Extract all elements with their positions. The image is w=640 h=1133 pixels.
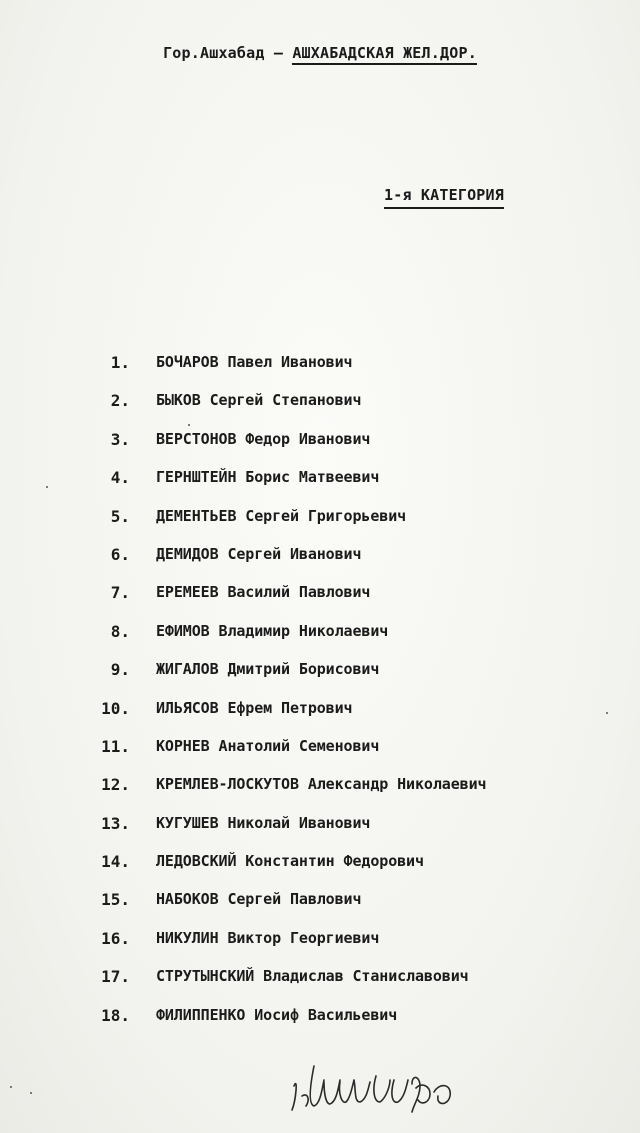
- list-item: [0, 387, 640, 425]
- entry-name: ЕРЕМЕЕВ Василий Павлович: [156, 583, 371, 602]
- signature-image: [280, 1046, 470, 1116]
- list-item: [0, 1002, 640, 1040]
- entry-name: КОРНЕВ Анатолий Семенович: [156, 736, 380, 755]
- entry-name: БОЧАРОВ Павел Иванович: [156, 353, 353, 371]
- list-item: [0, 541, 640, 579]
- entry-name: ДЕМЕНТЬЕВ Сергей Григорьевич: [156, 506, 407, 525]
- list-item: [0, 886, 640, 924]
- list-item: [0, 464, 640, 502]
- entry-name: КУГУШЕВ Николай Иванович: [156, 813, 371, 832]
- entry-name: НИКУЛИН Виктор Георгиевич: [156, 928, 380, 947]
- entry-name: ДЕМИДОВ Сергей Иванович: [156, 544, 362, 563]
- header-separator: –: [273, 44, 284, 62]
- entry-number: 1.: [110, 353, 130, 372]
- list-item: [0, 579, 640, 617]
- list-item: [0, 695, 640, 733]
- entry-name: СТРУТЫНСКИЙ Владислав Станиславович: [156, 967, 469, 986]
- entry-number: 15.: [101, 890, 130, 910]
- entry-name: ВЕРСТОНОВ Федор Иванович: [156, 429, 371, 448]
- entry-number: 10.: [101, 698, 130, 718]
- list-item: [0, 771, 640, 809]
- list-item: [0, 618, 640, 656]
- list-item: [0, 349, 640, 387]
- entry-number: 7.: [110, 583, 130, 603]
- header-railway: АШХАБАДСКАЯ ЖЕЛ.ДОР.: [292, 44, 477, 65]
- entry-name: ЖИГАЛОВ Дмитрий Борисович: [156, 660, 380, 679]
- list-item: [0, 810, 640, 848]
- entry-number: 5.: [110, 506, 130, 526]
- entry-name: ФИЛИППЕНКО Иосиф Васильевич: [156, 1005, 398, 1024]
- entry-name: НАБОКОВ Сергей Павлович: [156, 890, 362, 909]
- entry-number: 16.: [101, 928, 130, 948]
- entry-name: БЫКОВ Сергей Степанович: [156, 391, 362, 410]
- header-city: Гор.Ашхабад: [163, 44, 265, 62]
- entry-number: 18.: [101, 1005, 130, 1025]
- list-item: [0, 925, 640, 963]
- entry-number: 9.: [110, 660, 130, 680]
- entry-number: 12.: [101, 775, 130, 795]
- entry-number: 8.: [110, 621, 130, 641]
- list-item: [0, 963, 640, 1001]
- entry-name: ЕФИМОВ Владимир Николаевич: [156, 621, 389, 640]
- list-item: [0, 848, 640, 886]
- entry-name: ЛЕДОВСКИЙ Константин Федорович: [156, 852, 424, 871]
- entry-number: 14.: [101, 852, 130, 872]
- list-item: [0, 426, 640, 464]
- entry-name: ГЕРНШТЕЙН Борис Матвеевич: [156, 468, 380, 487]
- entry-number: 4.: [110, 468, 130, 488]
- list-item: [0, 503, 640, 541]
- entry-number: 17.: [101, 967, 130, 987]
- list-item: [0, 733, 640, 771]
- entry-name: ИЛЬЯСОВ Ефрем Петрович: [156, 698, 353, 717]
- entry-number: 2.: [110, 391, 130, 411]
- document-header: [0, 44, 640, 62]
- entry-number: 6.: [110, 544, 130, 564]
- entry-number: 13.: [101, 813, 130, 833]
- entry-name: КРЕМЛЕВ-ЛОСКУТОВ Александр Николаевич: [156, 775, 487, 794]
- entry-number: 11.: [101, 736, 130, 756]
- list-item: [0, 656, 640, 694]
- name-list: [0, 349, 640, 1040]
- entry-number: 3.: [110, 429, 130, 449]
- category-heading: 1-я КАТЕГОРИЯ: [384, 186, 504, 209]
